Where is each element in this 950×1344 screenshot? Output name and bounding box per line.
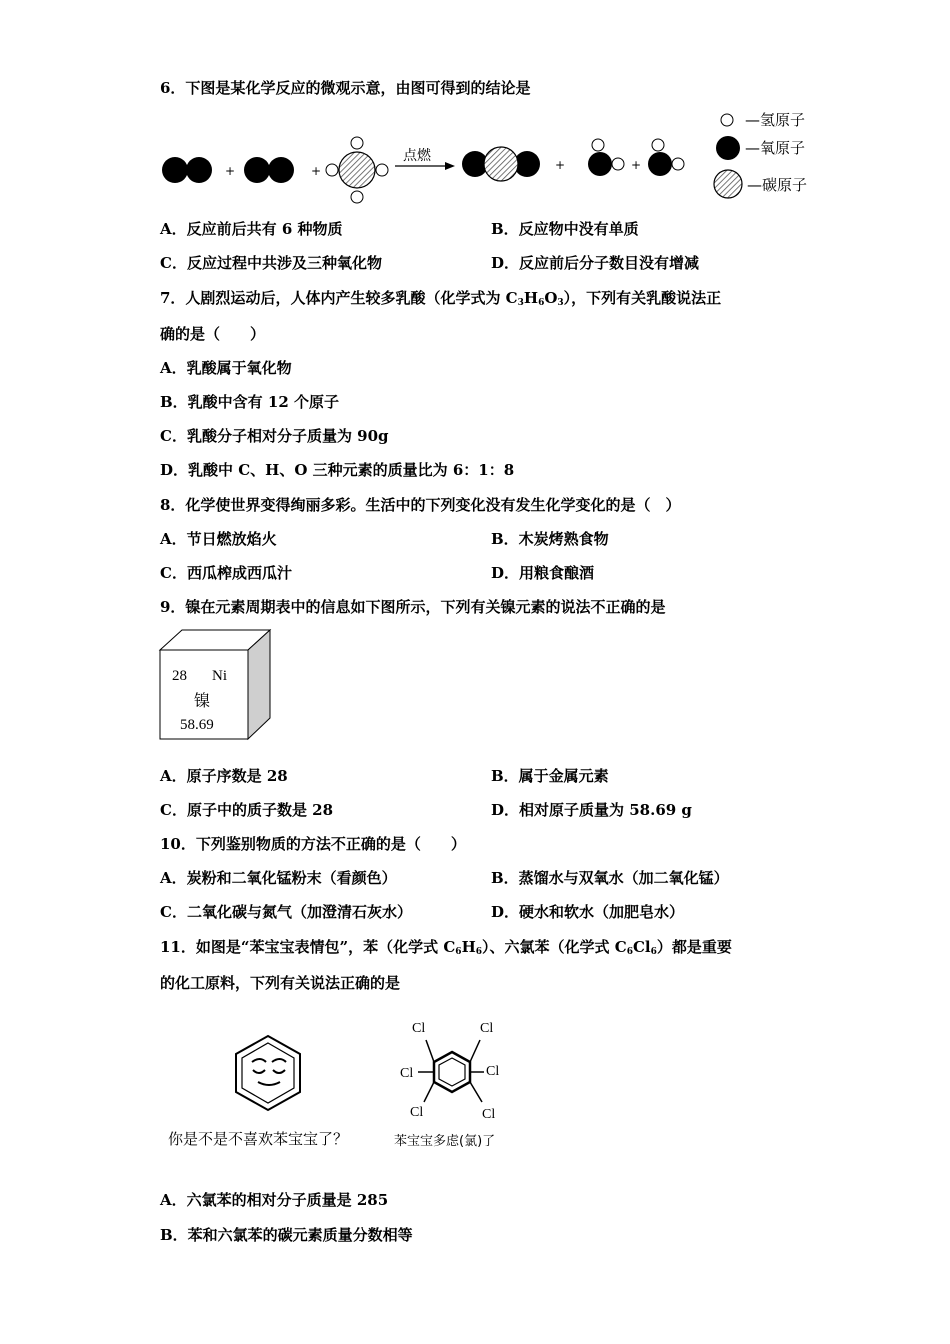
q9-option-c: C．原子中的质子数是 28 xyxy=(160,801,334,819)
q11-option-b: B．苯和六氯苯的碳元素质量分数相等 xyxy=(160,1226,413,1244)
atomic-number: 28 xyxy=(172,668,187,684)
q8-option-c: C．西瓜榨成西瓜汁 xyxy=(160,564,292,582)
chlorine-label-6: Cl xyxy=(482,1107,496,1122)
q8-option-d: D．用粮食酿酒 xyxy=(491,564,595,582)
q7-option-a: A．乳酸属于氧化物 xyxy=(160,359,292,377)
q11-stem: 11．如图是“苯宝宝表情包”，苯（化学式 $C_6H_6$）、六氯苯（化学式 $C_6Cl_6$）都是重要 xyxy=(160,938,732,957)
q8-option-b: B．木炭烤熟食物 xyxy=(491,530,609,548)
legend-oxygen: —氧原子 xyxy=(745,139,806,157)
q9-option-a: A．原子序数是 28 xyxy=(160,767,288,785)
plus-sign-3: + xyxy=(555,158,566,172)
element-name: 镍 xyxy=(194,691,211,710)
water-molecule-1 xyxy=(588,139,624,176)
q6-option-b: B．反应物中没有单质 xyxy=(491,220,639,238)
q11-option-a: A．六氯苯的相对分子质量是 285 xyxy=(160,1191,389,1209)
legend xyxy=(714,111,807,198)
q8-stem: 8．化学使世界变得绚丽多彩。生活中的下列变化没有发生化学变化的是（ ） xyxy=(160,496,681,514)
q10-option-a: A．炭粉和二氧化锰粉末（看颜色） xyxy=(160,869,397,887)
water-molecule-2 xyxy=(648,139,684,176)
q9-option-d: D．相对原子质量为 58.69 g xyxy=(491,801,692,819)
hexachlorobenzene-structure xyxy=(400,1021,499,1122)
q10-option-d: D．硬水和软水（加肥皂水） xyxy=(491,903,685,921)
q11-stem-continued: 的化工原料，下列有关说法正确的是 xyxy=(160,974,401,992)
q9-stem: 9．镍在元素周期表中的信息如下图所示，下列有关镍元素的说法不正确的是 xyxy=(160,598,666,616)
q10-stem: 10．下列鉴别物质的方法不正确的是（ ） xyxy=(160,835,466,853)
plus-sign-1: + xyxy=(225,164,236,178)
atomic-mass: 58.69 xyxy=(180,717,214,733)
q8-option-a: A．节日燃放焰火 xyxy=(160,530,277,548)
oxygen-molecule-2 xyxy=(244,157,294,183)
benzene-meme-figure xyxy=(160,1012,540,1157)
q6-option-c: C．反应过程中共涉及三种氧化物 xyxy=(160,254,382,272)
methane-molecule xyxy=(326,137,388,203)
chlorine-label-1: Cl xyxy=(412,1021,426,1036)
chlorine-label-2: Cl xyxy=(480,1021,494,1036)
q7-stem-continued: 确的是（ ） xyxy=(160,325,266,343)
oxygen-molecule-1 xyxy=(162,157,212,183)
ignite-condition: 点燃 xyxy=(403,148,431,164)
chlorine-label-4: Cl xyxy=(486,1064,500,1079)
q7-option-c: C．乳酸分子相对分子质量为 90g xyxy=(160,427,389,445)
q6-stem: 6．下图是某化学反应的微观示意，由图可得到的结论是 xyxy=(160,79,531,97)
q10-option-b: B．蒸馏水与双氧水（加二氧化锰） xyxy=(491,869,729,887)
q6-option-d: D．反应前后分子数目没有增减 xyxy=(491,254,700,272)
q9-option-b: B．属于金属元素 xyxy=(491,767,609,785)
benzene-face-icon xyxy=(236,1036,300,1110)
caption-left: 你是不是不喜欢苯宝宝了？ xyxy=(168,1130,349,1148)
caption-right: 苯宝宝多虑(氯)了 xyxy=(394,1134,496,1149)
legend-hydrogen: —氢原子 xyxy=(745,111,806,129)
q7-option-b: B．乳酸中含有 12 个原子 xyxy=(160,393,339,411)
plus-sign-2: + xyxy=(311,164,322,178)
legend-carbon: —碳原子 xyxy=(747,176,808,194)
q7-stem: 7．人剧烈运动后，人体内产生较多乳酸（化学式为 $C_3H_6O_3$），下列有关乳酸说法正 xyxy=(160,289,722,308)
q6-option-a: A．反应前后共有 6 种物质 xyxy=(160,220,343,238)
element-symbol: Ni xyxy=(212,668,227,684)
plus-sign-4: + xyxy=(631,158,642,172)
co2-molecule xyxy=(462,147,540,181)
chlorine-label-5: Cl xyxy=(410,1105,424,1120)
element-cell-nickel xyxy=(158,628,274,744)
q7-option-d: D．乳酸中 C、H、O 三种元素的质量比为 6：1：8 xyxy=(160,461,515,479)
reaction-diagram xyxy=(155,108,835,208)
chlorine-label-3: Cl xyxy=(400,1066,414,1081)
q10-option-c: C．二氧化碳与氮气（加澄清石灰水） xyxy=(160,903,412,921)
